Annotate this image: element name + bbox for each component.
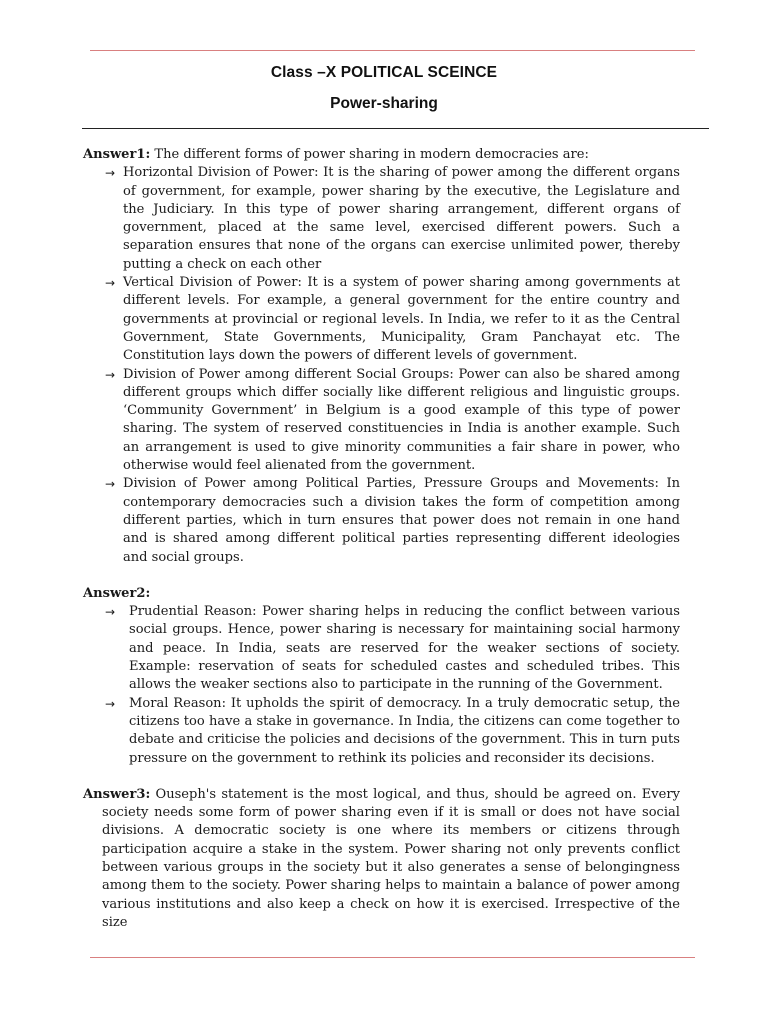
arrow-bullet-icon: → — [105, 166, 116, 181]
answer-1-item: → Horizontal Division of Power: It is the sharing of power among the different organs of government, for example, power sharing by the executive, the Legislature and the Judiciary. In this type of power sharing arrangement, different organs of government, placed at the same level, exercised different powers. Such a separation ensures that none of the organs can exercise unlimited power, thereby putting a check on each other — [105, 165, 680, 272]
answer-3-paragraph — [83, 786, 680, 932]
document-title: Class –X POLITICAL SCEINCE — [270, 64, 498, 81]
document-body — [83, 146, 680, 932]
answer-2-label: Answer2: — [83, 585, 151, 601]
answer-1-label: Answer1: — [83, 147, 151, 162]
answer-1-intro: The different forms of power sharing in modern democracies are: — [154, 147, 589, 162]
arrow-bullet-icon: → — [105, 696, 116, 711]
answer-2-item: → Moral Reason: It upholds the spirit of democracy. In a truly democratic setup, the citizens too have a stake in governance. In India, the citizens can come together to debate and criticise the policies and decisions of the government. This in turn puts pressure on the government to rethink its policies and reconsider its decisions. — [105, 695, 680, 766]
document-subtitle: Power-sharing — [330, 95, 438, 112]
answer-3 — [83, 786, 680, 932]
answer-1-intro-line — [83, 146, 680, 164]
answer-3-text: Ouseph's statement is the most logical, and thus, should be agreed on. Every society needs some form of power sharing even if it is small or does not have social divisions. A democratic society is one where its members or citizens through participation acquire a stake in the system. Power sharing not only prevents conflict between various groups in the society but it also generates a sense of belongingness among them to the society. Power sharing helps to maintain a balance of power among various institutions and also keep a check on how it is exercised. Irrespective of the size — [102, 786, 680, 930]
bottom-red-rule — [90, 957, 695, 958]
arrow-bullet-icon: → — [105, 477, 116, 492]
answer-1-item: → Division of Power among Political Parties, Pressure Groups and Movements: In contemporary democracies such a division takes the form of competition among different parties, which in turn ensures that power does not remain in one hand and is shared among different political parties representing different ideologies and social groups. — [105, 476, 680, 565]
header-divider — [82, 128, 709, 129]
arrow-bullet-icon: → — [105, 276, 116, 291]
answer-3-label: Answer3: — [83, 786, 151, 802]
document-header — [0, 64, 768, 113]
answer-1-item: → Division of Power among different Social Groups: Power can also be shared among different groups which differ socially like different religious and linguistic groups. ‘Community Government’ in Belgium is a good example of this type of power sharing. The system of reserved constituencies in India is another example. Such an arrangement is used to give minority communities a fair share in power, who otherwise would feel alienated from the government. — [105, 366, 680, 474]
answer-2 — [83, 585, 680, 768]
top-red-rule — [90, 50, 695, 51]
answer-2-item: → Prudential Reason: Power sharing helps in reducing the conflict between various social groups. Hence, power sharing is necessary for maintaining social harmony and peace. In India, seats are reserved for the weaker sections of society. Example: reservation of seats for scheduled castes and scheduled tribes. This allows the weaker sections also to participate in the running of the Government. — [105, 604, 680, 693]
arrow-bullet-icon: → — [105, 605, 116, 620]
answer-1-item: → Vertical Division of Power: It is a system of power sharing among governments at different levels. For example, a general government for the entire country and governments at provincial or regional levels. In India, we refer to it as the Central Government, State Governments, Municipality, Gram Panchayat etc. The Constitution lays down the powers of different levels of government. — [105, 275, 680, 364]
arrow-bullet-icon: → — [105, 367, 116, 382]
answer-1 — [83, 146, 680, 567]
